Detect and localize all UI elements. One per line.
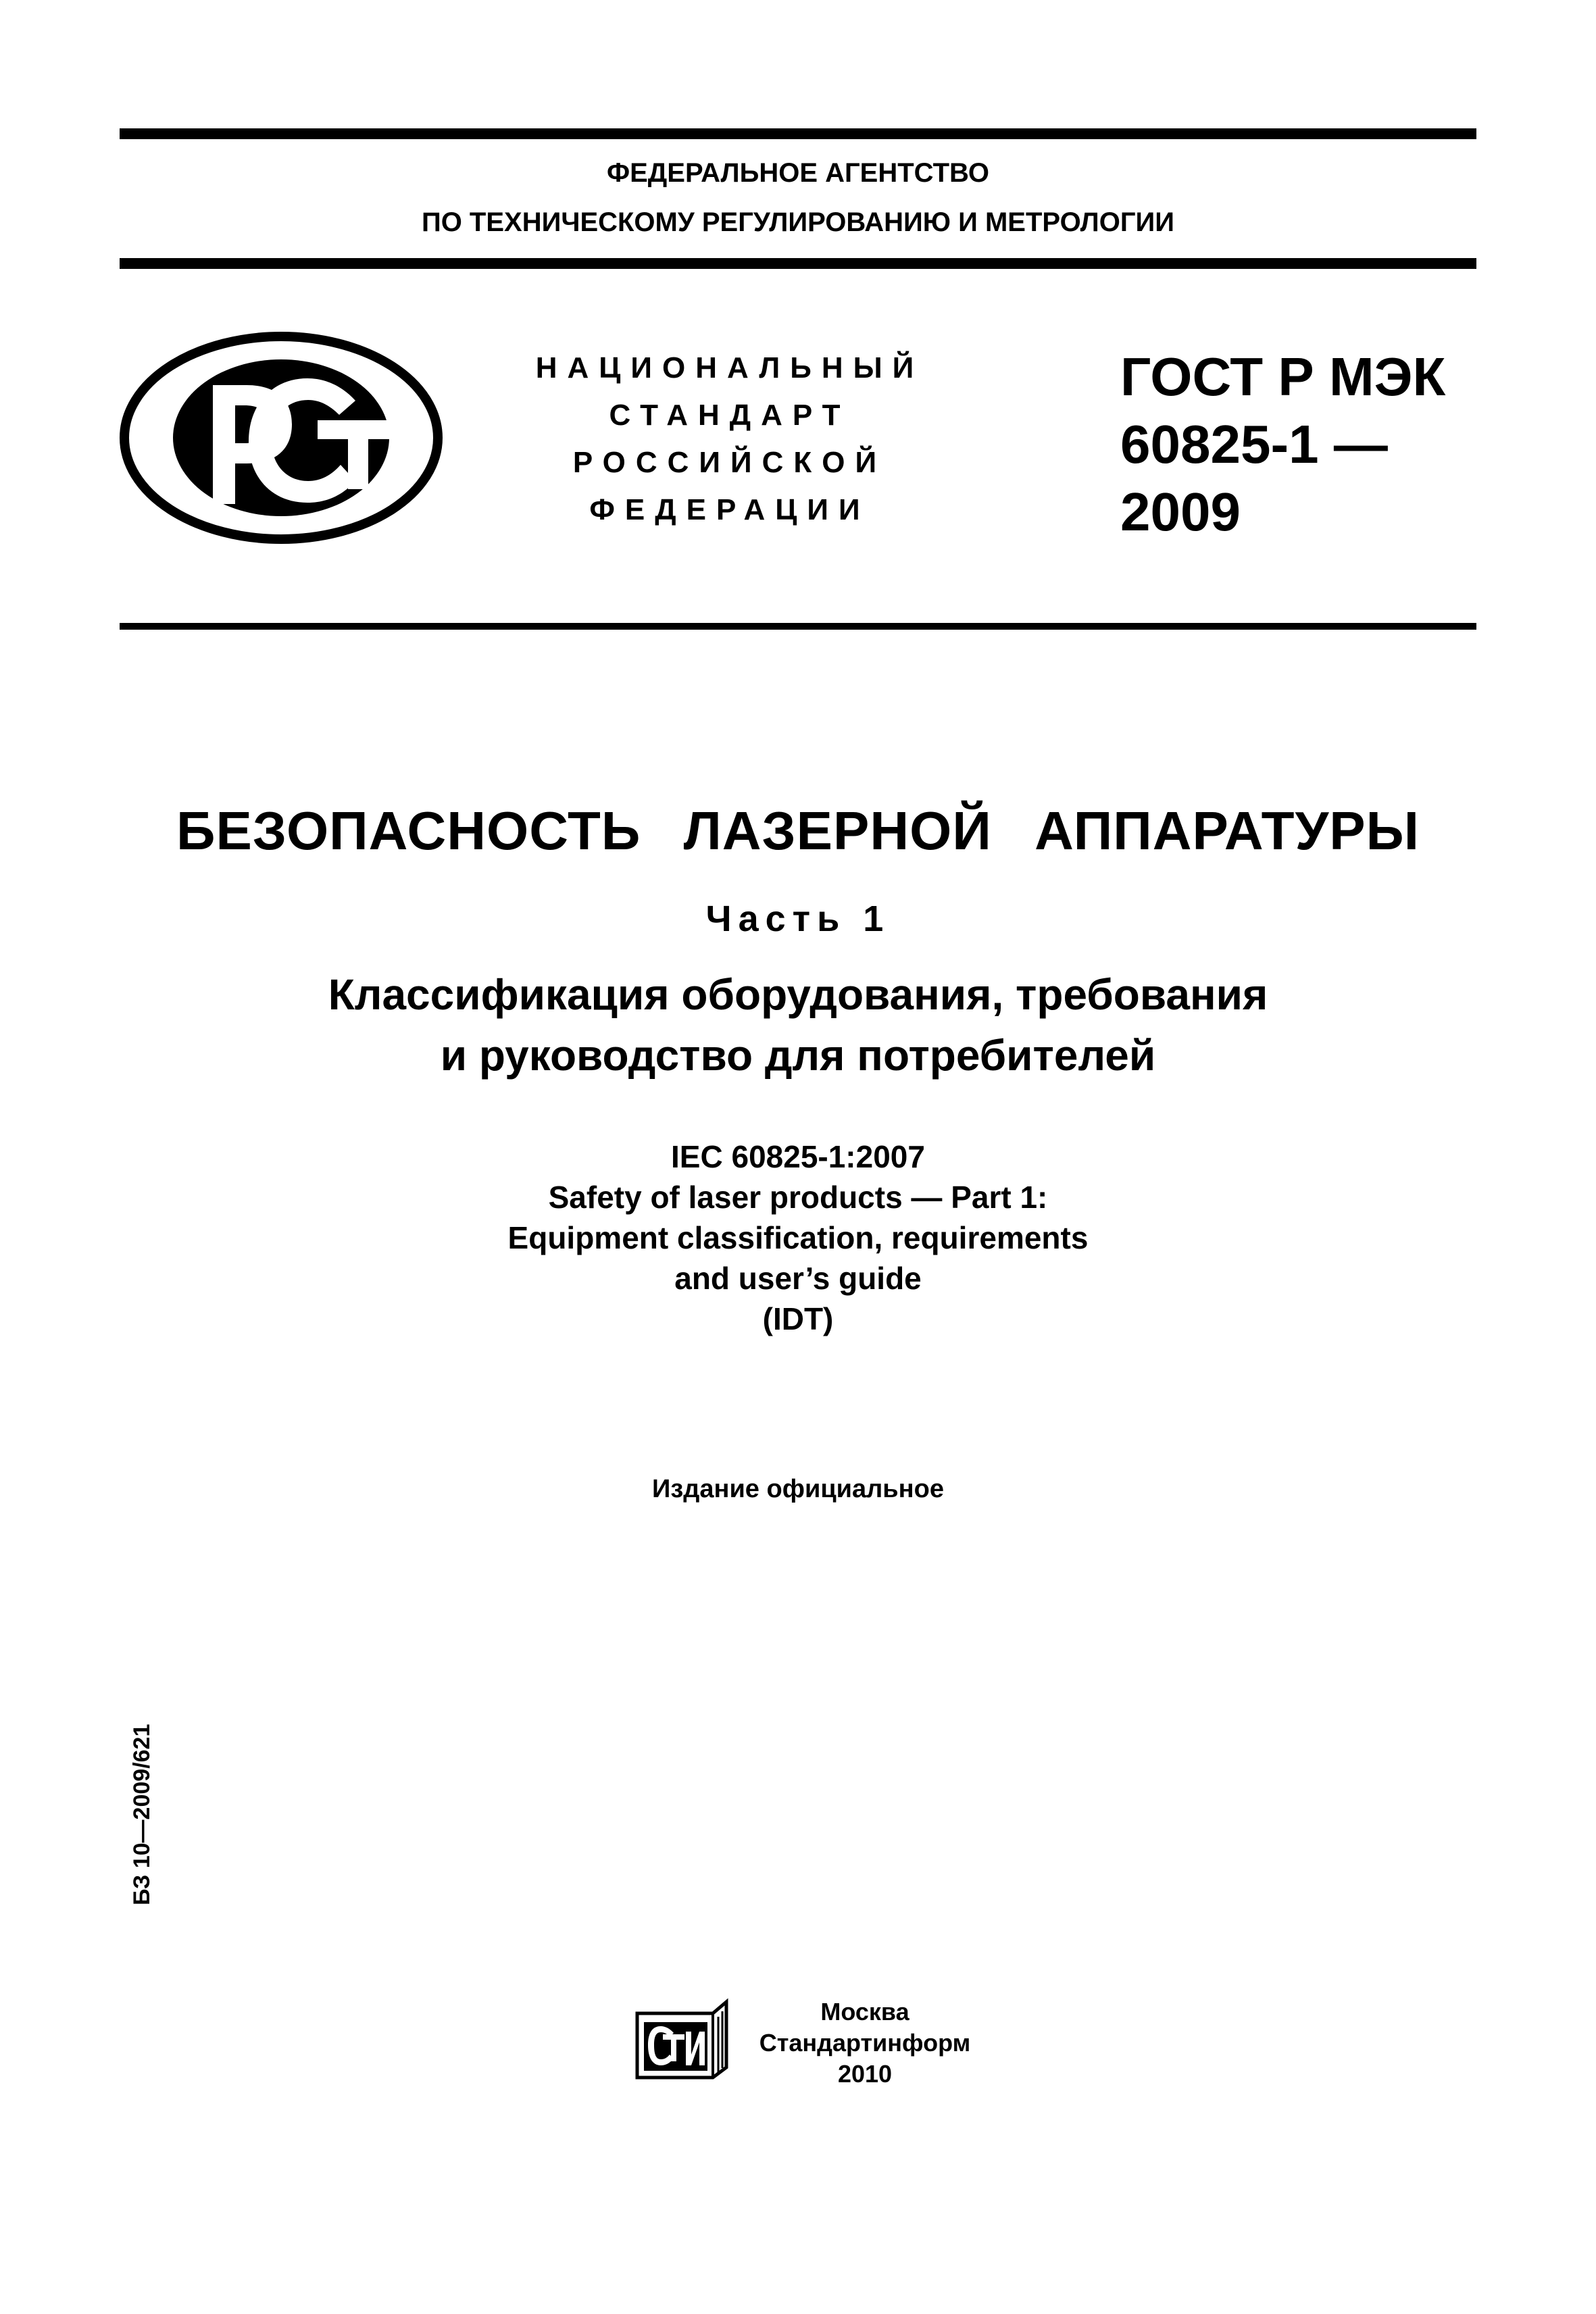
agency-name-line-1: ФЕДЕРАЛЬНОЕ АГЕНТСТВО bbox=[606, 158, 990, 188]
national-standard-line-1: НАЦИОНАЛЬНЫЙ bbox=[535, 351, 924, 384]
standartinform-logo-icon bbox=[632, 1996, 733, 2081]
subtitle-line-1: Классификация оборудования, требования bbox=[328, 970, 1268, 1019]
iec-line-1: IEC 60825-1:2007 bbox=[671, 1139, 925, 1174]
publisher-name: Стандартинформ bbox=[759, 2029, 971, 2057]
side-code: БЗ 10—2009/621 bbox=[129, 1724, 155, 1905]
national-standard-line-4: ФЕДЕРАЦИИ bbox=[589, 493, 870, 526]
iec-line-3: Equipment classification, requirements bbox=[507, 1220, 1089, 1255]
iec-line-2: Safety of laser products — Part 1: bbox=[548, 1180, 1048, 1215]
standard-designation-line-2: 60825-1 — bbox=[1120, 414, 1388, 474]
iec-line-4: and user’s guide bbox=[674, 1261, 922, 1296]
edition-label: Издание официальное bbox=[652, 1475, 944, 1503]
standard-designation-line-3: 2009 bbox=[1120, 482, 1241, 542]
subtitle-line-2: и руководство для потребителей bbox=[440, 1031, 1156, 1080]
document-title: БЕЗОПАСНОСТЬ ЛАЗЕРНОЙ АППАРАТУРЫ bbox=[176, 801, 1420, 861]
designation-bottom-rule bbox=[120, 623, 1476, 630]
header-bottom-rule bbox=[120, 258, 1476, 269]
part-number: Часть 1 bbox=[705, 899, 891, 939]
standard-designation-line-1: ГОСТ Р МЭК bbox=[1120, 347, 1446, 407]
iec-line-5: (IDT) bbox=[762, 1301, 834, 1336]
publication-year: 2010 bbox=[837, 2060, 893, 2088]
rst-logo-icon bbox=[115, 330, 453, 546]
top-rule bbox=[120, 128, 1476, 139]
national-standard-line-2: СТАНДАРТ bbox=[609, 399, 851, 432]
national-standard-line-3: РОССИЙСКОЙ bbox=[572, 446, 887, 479]
publisher-city: Москва bbox=[820, 1998, 909, 2026]
agency-name-line-2: ПО ТЕХНИЧЕСКОМУ РЕГУЛИРОВАНИЮ И МЕТРОЛОГИИ bbox=[421, 207, 1175, 237]
